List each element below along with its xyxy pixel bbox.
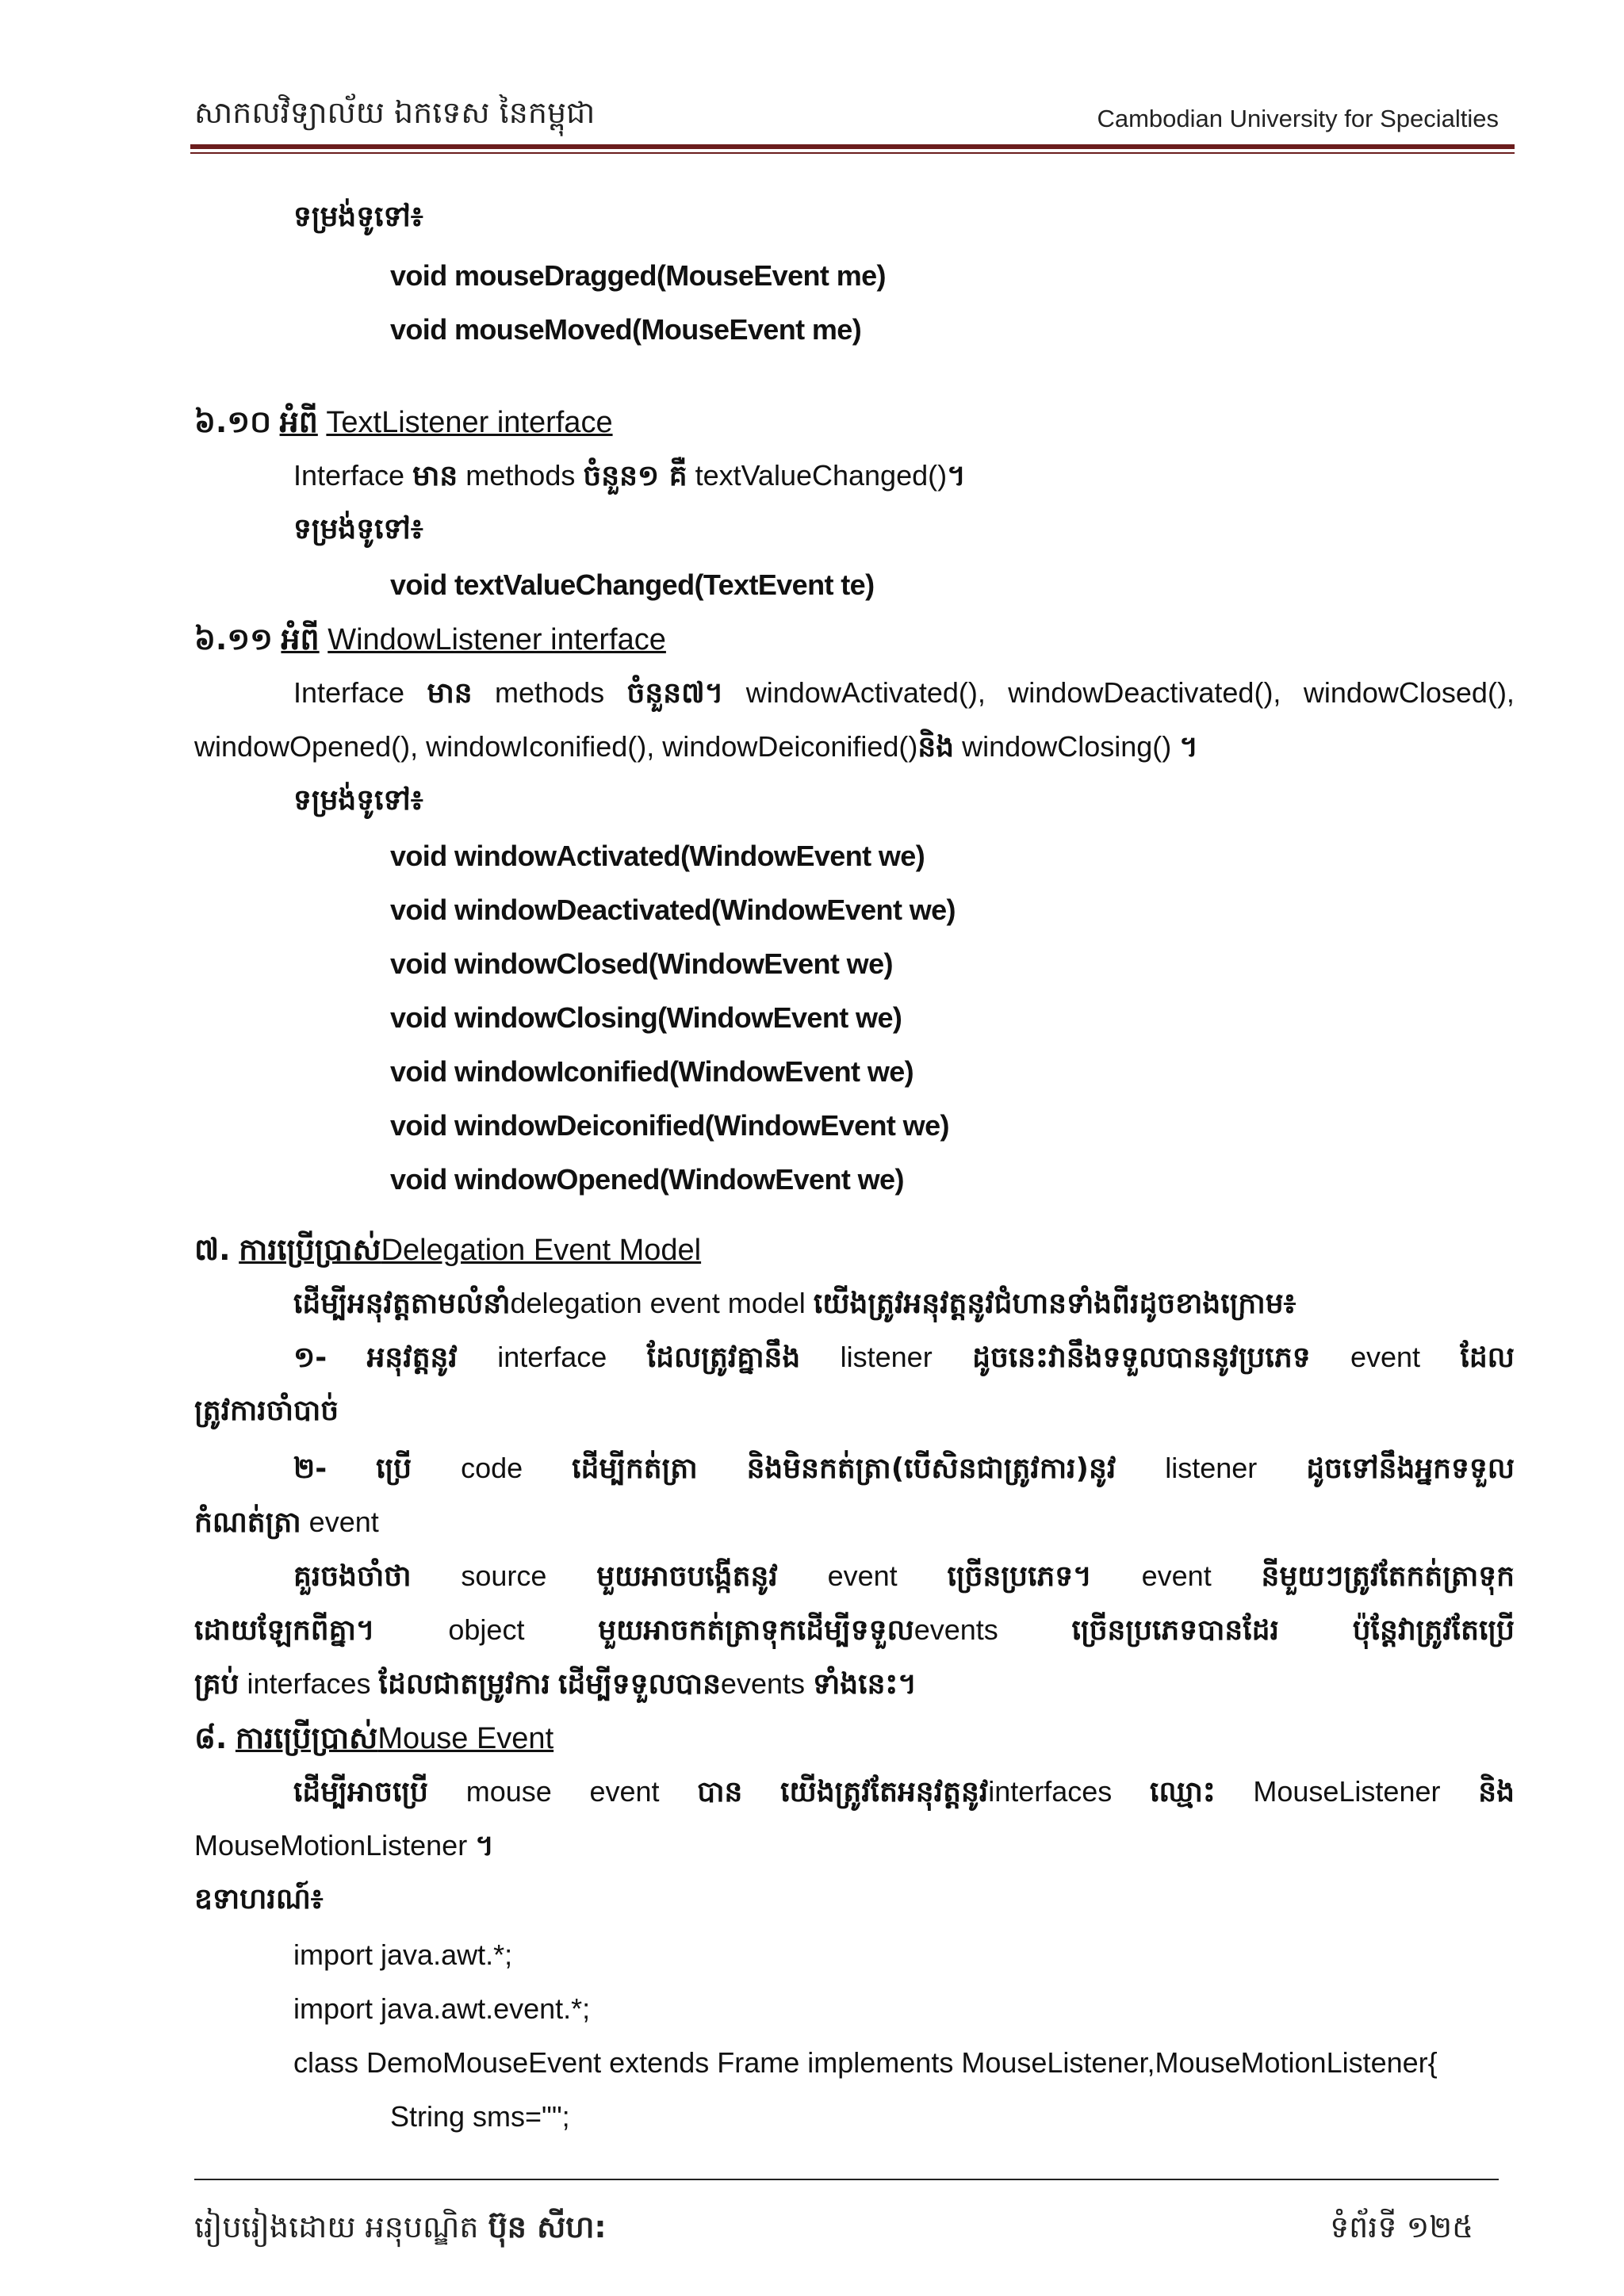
section-title: Delegation Event Model — [381, 1234, 702, 1267]
step-1-continued: ត្រូវការចាំបាច់ — [194, 1395, 339, 1427]
code-line: void textValueChanged(TextEvent te) — [390, 568, 875, 601]
section-heading-mouse-event — [194, 1720, 553, 1756]
footer-author: រៀបរៀងដោយ អនុបណ្ឌិត ប៊ុន សីហ: — [194, 2210, 607, 2244]
code-line: import java.awt.event.*; — [293, 1992, 591, 2025]
header-rule-thick — [190, 144, 1515, 149]
code-line: String sms=""; — [390, 2100, 570, 2133]
code-line: void windowDeactivated(WindowEvent we) — [390, 894, 956, 926]
header-university-english: Cambodian University for Specialties — [1097, 105, 1499, 132]
note-line-2: ដោយឡែកពីគ្នា។ object មួយអាចកត់ត្រាទុកដើម្បីទទួលevents ច្រើនប្រភេទបានដែរ ប៉ុន្តែវាត្រូវតែប្រើ — [194, 1613, 1515, 1647]
paragraph: ដើម្បីអាចប្រើ mouse event បាន យើងត្រូវតែអនុវត្តនូវinterfaces ឈ្មោះ MouseListener និង — [293, 1775, 1515, 1808]
section-number: ៦.១១ — [194, 622, 273, 656]
section-title-khmer: ការប្រើប្រាស់ — [239, 1232, 381, 1267]
section-number: ៨. — [194, 1720, 228, 1755]
code-line: void windowDeiconified(WindowEvent we) — [390, 1109, 949, 1142]
step-1: ១- អនុវត្តនូវ interface ដែលត្រូវគ្នានឹង listener ដូចនេះវានឹងទទួលបាននូវប្រភេទ event ដែល — [293, 1341, 1515, 1374]
paragraph-continued: MouseMotionListener ។ — [194, 1829, 494, 1862]
footer-rule — [194, 2179, 1499, 2180]
code-line: void windowClosed(WindowEvent we) — [390, 947, 893, 980]
section-heading-text-listener — [194, 404, 613, 440]
code-line: void windowClosing(WindowEvent we) — [390, 1001, 902, 1034]
paragraph: Interface មាន methods ចំនួន១ គឺ textValueChanged()។ — [293, 459, 966, 492]
header-rule-thin — [190, 152, 1515, 154]
code-line: void windowIconified(WindowEvent we) — [390, 1055, 914, 1088]
code-line: void mouseMoved(MouseEvent me) — [390, 313, 862, 346]
code-line: class DemoMouseEvent extends Frame implements MouseListener,MouseMotionListener{ — [293, 2046, 1438, 2079]
section-title: TextListener interface — [326, 406, 613, 439]
code-line: void windowOpened(WindowEvent we) — [390, 1163, 904, 1196]
example-label: ឧទាហរណ៍៖ — [194, 1883, 324, 1915]
footer-page-number: ទំព័រទី ១២៥ — [1330, 2210, 1473, 2244]
step-2-continued: កំណត់ត្រា event — [194, 1506, 379, 1539]
section-title: WindowListener interface — [327, 623, 666, 656]
code-line: void mouseDragged(MouseEvent me) — [390, 259, 886, 292]
form-label: ទម្រង់ទូទៅ៖ — [293, 784, 423, 817]
paragraph: windowOpened(), windowIconified(), windowDeiconified()និង windowClosing() ។ — [194, 730, 1198, 763]
step-2: ២- ប្រើ code ដើម្បីកត់ត្រា និងមិនកត់ត្រា(បើសិនជាត្រូវការ)នូវ listener ដូចទៅនឹងអ្នកទទួល — [293, 1452, 1515, 1485]
header-university-khmer: សាកលវិទ្យាល័យ ឯកទេស នៃកម្ពុជា — [194, 95, 596, 130]
section-number: ៦.១០ — [194, 404, 272, 439]
section-title-khmer: ការប្រើប្រាស់ — [235, 1720, 378, 1755]
paragraph: ដើម្បីអនុវត្តតាមលំនាំdelegation event model យើងត្រូវអនុវត្តនូវជំហានទាំងពីរដូចខាងក្រោម៖ — [293, 1287, 1297, 1320]
note-line-3: គ្រប់ interfaces ដែលជាតម្រូវការ ដើម្បីទទួលបានevents ទាំងនេះ។ — [194, 1667, 917, 1701]
section-title: Mouse Event — [377, 1722, 554, 1755]
paragraph: Interface មាន methods ចំនួន៧។ windowActivated(), windowDeactivated(), windowClosed(), — [293, 676, 1515, 710]
section-heading-window-listener — [194, 622, 666, 657]
code-line: void windowActivated(WindowEvent we) — [390, 840, 925, 872]
section-number: ៧. — [194, 1232, 231, 1267]
code-line: import java.awt.*; — [293, 1938, 513, 1971]
form-label: ទម្រង់ទូទៅ៖ — [293, 201, 423, 233]
section-title-khmer: អំពី — [281, 622, 320, 656]
note-line-1: គួរចងចាំថា source មួយអាចបង្កើតនូវ event ច្រើនប្រភេទ។ event នីមួយៗត្រូវតែកត់ត្រាទុក — [293, 1559, 1515, 1593]
form-label: ទម្រង់ទូទៅ៖ — [293, 513, 423, 545]
section-title-khmer: អំពី — [279, 404, 318, 439]
section-heading-delegation — [194, 1232, 701, 1268]
